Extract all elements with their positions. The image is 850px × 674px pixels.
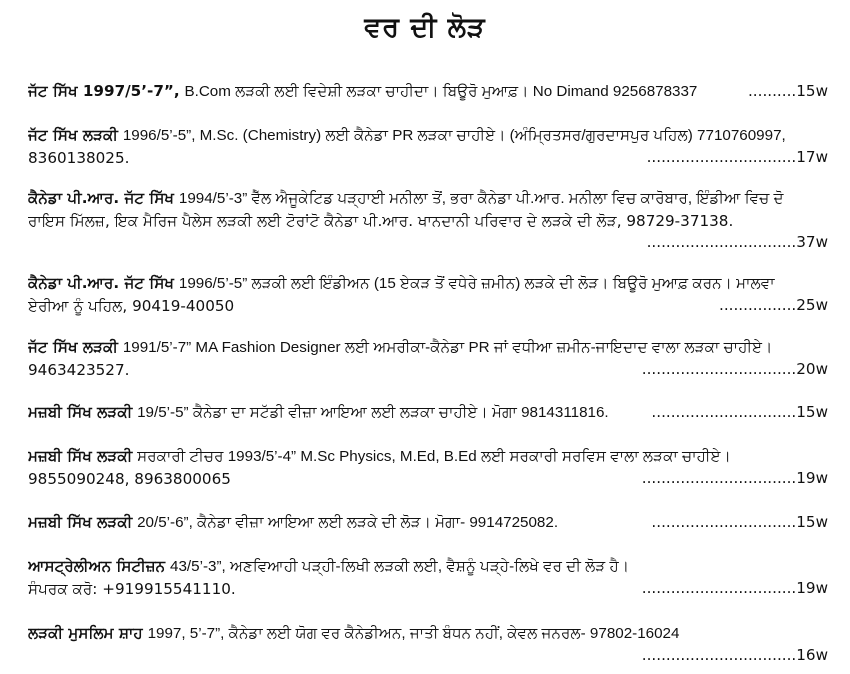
- ad-line: [28, 401, 708, 424]
- ad-line: [28, 445, 828, 468]
- classified-ad: [28, 445, 828, 489]
- ad-text: 1991/5’-7” MA Fashion Designer ਲਈ ਅਮਰੀਕਾ-ਕੈਨੇਡਾ PR ਜਾਂ ਵਧੀਆ ਜ਼ਮੀਨ-ਜਾਇਦਾਦ ਵਾਲਾ ਲੜਕਾ ਚਾਹੀਏ।: [122, 339, 773, 356]
- classified-ad: [28, 80, 828, 102]
- ad-text: 19/5’-5” ਕੈਨੇਡਾ ਦਾ ਸਟੱਡੀ ਵੀਜ਼ਾ ਆਇਆ ਲਈ ਲੜਕਾ ਚਾਹੀਏ। ਮੋਗਾ 9814311816.: [137, 404, 609, 421]
- ad-code: ................25w: [719, 296, 828, 314]
- classified-ad: [28, 511, 828, 533]
- ad-line: [28, 336, 828, 359]
- ad-text: 20/5’-6”, ਕੈਨੇਡਾ ਵੀਜ਼ਾ ਆਇਆ ਲਈ ਲੜਕੇ ਦੀ ਲੋੜ। ਮੋਗਾ- 9914725082.: [137, 514, 559, 531]
- ad-line: 8360138025.: [28, 149, 130, 167]
- ad-code: ................................20w: [641, 360, 828, 378]
- classified-ad: [28, 336, 828, 380]
- ad-text: 1996/5’-5”, M.Sc. (Chemistry) ਲਈ ਕੈਨੇਡਾ PR ਲੜਕਾ ਚਾਹੀਏ। (ਅੰਮ੍ਰਿਤਸਰ/ਗੁਰਦਾਸਪੁਰ ਪਹਿਲ) 7710760997,: [122, 127, 786, 144]
- ad-text: ਸਰਕਾਰੀ ਟੀਚਰ 1993/5’-4” M.Sc Physics, M.Ed, B.Ed ਲਈ ਸਰਕਾਰੀ ਸਰਵਿਸ ਵਾਲਾ ਲੜਕਾ ਚਾਹੀਏ।: [137, 448, 731, 465]
- ad-heading: ਮਜ਼ਬੀ ਸਿੱਖ ਲੜਕੀ: [28, 403, 133, 421]
- ad-heading: ਕੈਨੇਡਾ ਪੀ.ਆਰ. ਜੱਟ ਸਿੱਖ: [28, 189, 175, 207]
- ad-heading: ਜੱਟ ਸਿੱਖ 1997/5’-7”,: [28, 82, 180, 100]
- classified-ad: [28, 622, 828, 666]
- classified-ad: [28, 555, 828, 599]
- classified-ad: [28, 187, 828, 253]
- ad-code: ...............................17w: [646, 148, 828, 166]
- ad-line: [28, 555, 828, 578]
- ad-code: ..............................15w: [651, 513, 828, 531]
- ad-line: [28, 124, 828, 147]
- classified-ad: [28, 124, 828, 168]
- ad-code: ................................16w: [641, 646, 828, 664]
- ad-heading: ਜੱਟ ਸਿੱਖ ਲੜਕੀ: [28, 126, 118, 144]
- ad-heading: ਕੈਨੇਡਾ ਪੀ.ਆਰ. ਜੱਟ ਸਿੱਖ: [28, 274, 175, 292]
- ad-code: ..........15w: [747, 82, 828, 100]
- ad-text: 1994/5’-3” ਵੈੱਲ ਐਜੂਕੇਟਿਡ ਪੜ੍ਹਾਈ ਮਨੀਲਾ ਤੋਂ, ਭਰਾ ਕੈਨੇਡਾ ਪੀ.ਆਰ. ਮਨੀਲਾ ਵਿਚ ਕਾਰੋਬਾਰ, ਇੰਡੀਆ ਵਿਚ ਦੋ: [178, 190, 784, 207]
- page-title: ਵਰ ਦੀ ਲੋੜ: [364, 12, 486, 43]
- classified-ad: [28, 272, 828, 316]
- ad-heading: ਆਸਟ੍ਰੇਲੀਅਨ ਸਿਟੀਜ਼ਨ: [28, 557, 166, 575]
- ad-heading: ਮਜ਼ਬੀ ਸਿੱਖ ਲੜਕੀ: [28, 513, 133, 531]
- ad-line: 9855090248, 8963800065: [28, 470, 231, 488]
- ad-heading: ਜੱਟ ਸਿੱਖ ਲੜਕੀ: [28, 338, 118, 356]
- ad-line: [28, 272, 828, 295]
- ad-heading: ਲੜਕੀ ਮੁਸਲਿਮ ਸ਼ਾਹ: [28, 624, 143, 642]
- ad-line: [28, 622, 828, 645]
- ad-text: B.Com ਲੜਕੀ ਲਈ ਵਿਦੇਸ਼ੀ ਲੜਕਾ ਚਾਹੀਦਾ। ਬਿਊਰੋ ਮੁਆਫ਼। No Dimand 9256878337: [184, 83, 698, 100]
- ad-line: ਸੰਪਰਕ ਕਰੋ: +919915541110.: [28, 580, 236, 598]
- ad-line: ਏਰੀਆ ਨੂੰ ਪਹਿਲ, 90419-40050: [28, 297, 235, 315]
- ad-code: ..............................15w: [651, 403, 828, 421]
- ad-line: [28, 511, 708, 534]
- ad-text: 43/5’-3”, ਅਣਵਿਆਹੀ ਪੜ੍ਹੀ-ਲਿਖੀ ਲੜਕੀ ਲਈ, ਵੈਸ਼ਨੂੰ ਪੜ੍ਹੇ-ਲਿਖੇ ਵਰ ਦੀ ਲੋੜ ਹੈ।: [170, 558, 630, 575]
- ad-line: 9463423527.: [28, 361, 130, 379]
- ad-line: [28, 187, 828, 210]
- ad-line: [28, 80, 748, 103]
- ad-code: ................................19w: [641, 579, 828, 597]
- ad-line: ਰਾਇਸ ਮਿੱਲਜ਼, ਇਕ ਮੈਰਿਜ ਪੈਲੇਸ ਲੜਕੀ ਲਈ ਟੋਰਾਂਟੋ ਕੈਨੇਡਾ ਪੀ.ਆਰ. ਖਾਨਦਾਨੀ ਪਰਿਵਾਰ ਦੇ ਲੜਕੇ ਦੀ ਲੋੜ, 98729-37138.: [28, 212, 734, 230]
- ad-heading: ਮਜ਼ਬੀ ਸਿੱਖ ਲੜਕੀ: [28, 447, 133, 465]
- ad-code: ...............................37w: [646, 233, 828, 251]
- classified-ad: [28, 401, 828, 423]
- ad-text: 1997, 5’-7”, ਕੈਨੇਡਾ ਲਈ ਯੋਗ ਵਰ ਕੈਨੇਡੀਅਨ, ਜਾਤੀ ਬੰਧਨ ਨਹੀਂ, ਕੇਵਲ ਜਨਰਲ- 97802-16024: [147, 625, 680, 642]
- ad-code: ................................19w: [641, 469, 828, 487]
- ad-text: 1996/5’-5” ਲੜਕੀ ਲਈ ਇੰਡੀਅਨ (15 ਏਕੜ ਤੋਂ ਵਧੇਰੇ ਜ਼ਮੀਨ) ਲੜਕੇ ਦੀ ਲੋੜ। ਬਿਊਰੋ ਮੁਆਫ਼ ਕਰਨ। ਮਾਲਵਾ: [178, 275, 775, 292]
